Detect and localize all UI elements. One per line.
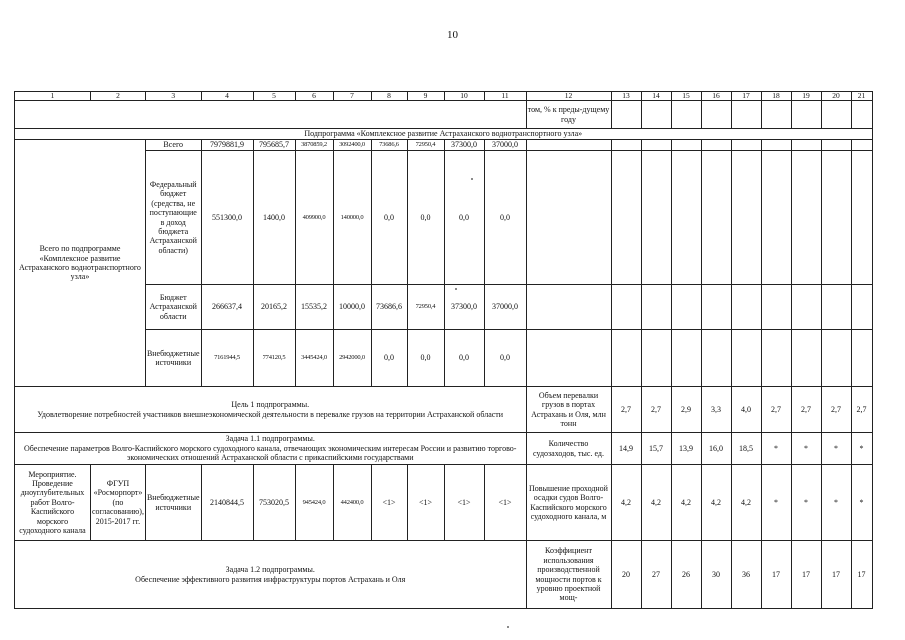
- scan-speck: [507, 626, 509, 628]
- task-row: [15, 433, 873, 465]
- indicator-name: Количество судозаходов, тыс. ед.: [526, 433, 611, 465]
- indicator-value: 15,7: [641, 433, 671, 465]
- measure-name: Мероприятие. Проведение дноуглубительных работ Волго-Каспийского морского судоходного канала: [15, 465, 91, 541]
- value-cell: <1>: [444, 465, 484, 541]
- task-title: Задача 1.2 подпрограммы.: [225, 565, 315, 575]
- value-cell: 7979881,9: [201, 140, 253, 151]
- page-number: 10: [447, 29, 458, 41]
- funding-source: Всего: [145, 140, 201, 151]
- value-cell: 7161944,5: [201, 330, 253, 387]
- value-cell: <1>: [371, 465, 407, 541]
- budget-table: [14, 91, 873, 609]
- value-cell: 73686,6: [371, 285, 407, 330]
- task-row: [15, 541, 873, 609]
- indicator-value: 4,0: [731, 387, 761, 433]
- value-cell: 0,0: [407, 330, 444, 387]
- value-cell: 3445424,0: [295, 330, 333, 387]
- continuation-row: [15, 101, 873, 129]
- col-number: 21: [851, 92, 872, 101]
- indicator-value: 20: [611, 541, 641, 609]
- indicator-value: 14,9: [611, 433, 641, 465]
- indicator-value: 26: [671, 541, 701, 609]
- indicator-value: 2,7: [791, 387, 821, 433]
- value-cell: 1400,0: [253, 151, 295, 285]
- value-cell: 15535,2: [295, 285, 333, 330]
- indicator-value: 4,2: [641, 465, 671, 541]
- col-number: 13: [611, 92, 641, 101]
- value-cell: 37000,0: [484, 285, 526, 330]
- indicator-value: *: [791, 433, 821, 465]
- goal-text: Удовлетворение потребностей участников внешнеэкономической деятельности в перевалке грузов на территории Астраханской области: [37, 409, 504, 419]
- value-cell: 0,0: [484, 330, 526, 387]
- value-cell: 774120,5: [253, 330, 295, 387]
- value-cell: 0,0: [444, 151, 484, 285]
- indicator-value: 36: [731, 541, 761, 609]
- col-number: 19: [791, 92, 821, 101]
- value-cell: 3092400,0: [333, 140, 371, 151]
- task-description: [15, 433, 527, 465]
- value-cell: 442400,0: [333, 465, 371, 541]
- total-row: [15, 140, 873, 151]
- indicator-value: 2,7: [611, 387, 641, 433]
- empty-cell: [15, 101, 527, 129]
- value-cell: 551300,0: [201, 151, 253, 285]
- value-cell: 795685,7: [253, 140, 295, 151]
- indicator-value: 13,9: [671, 433, 701, 465]
- col-number: 5: [253, 92, 295, 101]
- indicator-value: 17: [761, 541, 791, 609]
- task-text: Обеспечение эффективного развития инфраструктуры портов Астрахань и Оля: [135, 574, 406, 584]
- indicator-value: 27: [641, 541, 671, 609]
- value-cell: 10000,0: [333, 285, 371, 330]
- col-number: 11: [484, 92, 526, 101]
- indicator-value: 4,2: [701, 465, 731, 541]
- value-cell: 0,0: [484, 151, 526, 285]
- col-number: 6: [295, 92, 333, 101]
- indicator-value: *: [821, 433, 851, 465]
- col-number: 18: [761, 92, 791, 101]
- funding-source: Федеральный бюджет (средства, не поступающие в доход бюджета Астраханской области): [145, 151, 201, 285]
- indicator-value: 17: [791, 541, 821, 609]
- indicator-name: Объем перевалки грузов в портах Астрахань и Оля, млн тонн: [526, 387, 611, 433]
- task-description: [15, 541, 527, 609]
- goal-title: Цель 1 подпрограммы.: [231, 400, 310, 410]
- indicator-value: 2,7: [821, 387, 851, 433]
- value-cell: 37000,0: [484, 140, 526, 151]
- indicator-value: 2,7: [641, 387, 671, 433]
- value-cell: 753020,5: [253, 465, 295, 541]
- goal-description: [15, 387, 527, 433]
- value-cell: 72950,4: [407, 285, 444, 330]
- scan-speck: [471, 178, 473, 180]
- value-cell: <1>: [407, 465, 444, 541]
- subprogram-title: Подпрограмма «Комплексное развитие Астраханского воднотранспортного узла»: [15, 129, 873, 140]
- value-cell: 0,0: [371, 330, 407, 387]
- col-number: 17: [731, 92, 761, 101]
- indicator-value: 18,5: [731, 433, 761, 465]
- value-cell: 2942000,0: [333, 330, 371, 387]
- goal-row: [15, 387, 873, 433]
- funding-source: Внебюджетные источники: [145, 330, 201, 387]
- indicator-name: Коэффициент использования производственной мощности портов к уровню проектной мощ-: [526, 541, 611, 609]
- indicator-name: Повышение проходной осадки судов Волго-Каспийского морского судоходного канала, м: [526, 465, 611, 541]
- col-number: 14: [641, 92, 671, 101]
- value-cell: 73686,6: [371, 140, 407, 151]
- task-title: Задача 1.1 подпрограммы.: [225, 434, 315, 444]
- indicator-value: 2,7: [761, 387, 791, 433]
- indicator-value: *: [851, 465, 872, 541]
- value-cell: 945424,0: [295, 465, 333, 541]
- col-number: 1: [15, 92, 91, 101]
- indicator-continuation: том, % к преды-дущему году: [526, 101, 611, 129]
- indicator-value: 4,2: [611, 465, 641, 541]
- col-number: 9: [407, 92, 444, 101]
- indicator-value: *: [791, 465, 821, 541]
- indicator-value: *: [851, 433, 872, 465]
- value-cell: 0,0: [371, 151, 407, 285]
- indicator-value: *: [761, 465, 791, 541]
- measure-executor: ФГУП «Росморпорт» (по согласованию), 2015-2017 гг.: [91, 465, 146, 541]
- col-number: 7: [333, 92, 371, 101]
- value-cell: 72950,4: [407, 140, 444, 151]
- col-number: 15: [671, 92, 701, 101]
- value-cell: 0,0: [407, 151, 444, 285]
- value-cell: 2140844,5: [201, 465, 253, 541]
- value-cell: 37300,0: [444, 140, 484, 151]
- measure-row: [15, 465, 873, 541]
- value-cell: 266637,4: [201, 285, 253, 330]
- value-cell: 20165,2: [253, 285, 295, 330]
- indicator-value: 17: [821, 541, 851, 609]
- indicator-value: *: [761, 433, 791, 465]
- col-number: 3: [145, 92, 201, 101]
- col-number: 16: [701, 92, 731, 101]
- indicator-value: 30: [701, 541, 731, 609]
- indicator-value: 17: [851, 541, 872, 609]
- indicator-value: 16,0: [701, 433, 731, 465]
- value-cell: 37300,0: [444, 285, 484, 330]
- value-cell: 0,0: [444, 330, 484, 387]
- scan-speck: [455, 288, 457, 290]
- task-text: Обеспечение параметров Волго-Каспийского морского судоходного канала, отвечающих экономическим интересам России и развитию торгово-экономических отношений Астраханской области с прикаспийскими государствами: [24, 443, 517, 463]
- indicator-value: 4,2: [731, 465, 761, 541]
- indicator-value: *: [821, 465, 851, 541]
- value-cell: 3870859,2: [295, 140, 333, 151]
- funding-source: Бюджет Астраханской области: [145, 285, 201, 330]
- indicator-value: 4,2: [671, 465, 701, 541]
- value-cell: 409900,0: [295, 151, 333, 285]
- value-cell: 140000,0: [333, 151, 371, 285]
- indicator-value: 3,3: [701, 387, 731, 433]
- col-number: 20: [821, 92, 851, 101]
- col-number: 2: [91, 92, 146, 101]
- funding-source: Внебюджетные источники: [145, 465, 201, 541]
- subprogram-total-label: Всего по подпрограмме «Комплексное развитие Астраханского воднотранспортного узла»: [15, 140, 146, 387]
- indicator-value: 2,9: [671, 387, 701, 433]
- col-number: 10: [444, 92, 484, 101]
- col-number: 4: [201, 92, 253, 101]
- col-number: 8: [371, 92, 407, 101]
- col-number: 12: [526, 92, 611, 101]
- subprogram-title-row: [15, 129, 873, 140]
- value-cell: <1>: [484, 465, 526, 541]
- indicator-value: 2,7: [851, 387, 872, 433]
- column-number-row: [15, 92, 873, 101]
